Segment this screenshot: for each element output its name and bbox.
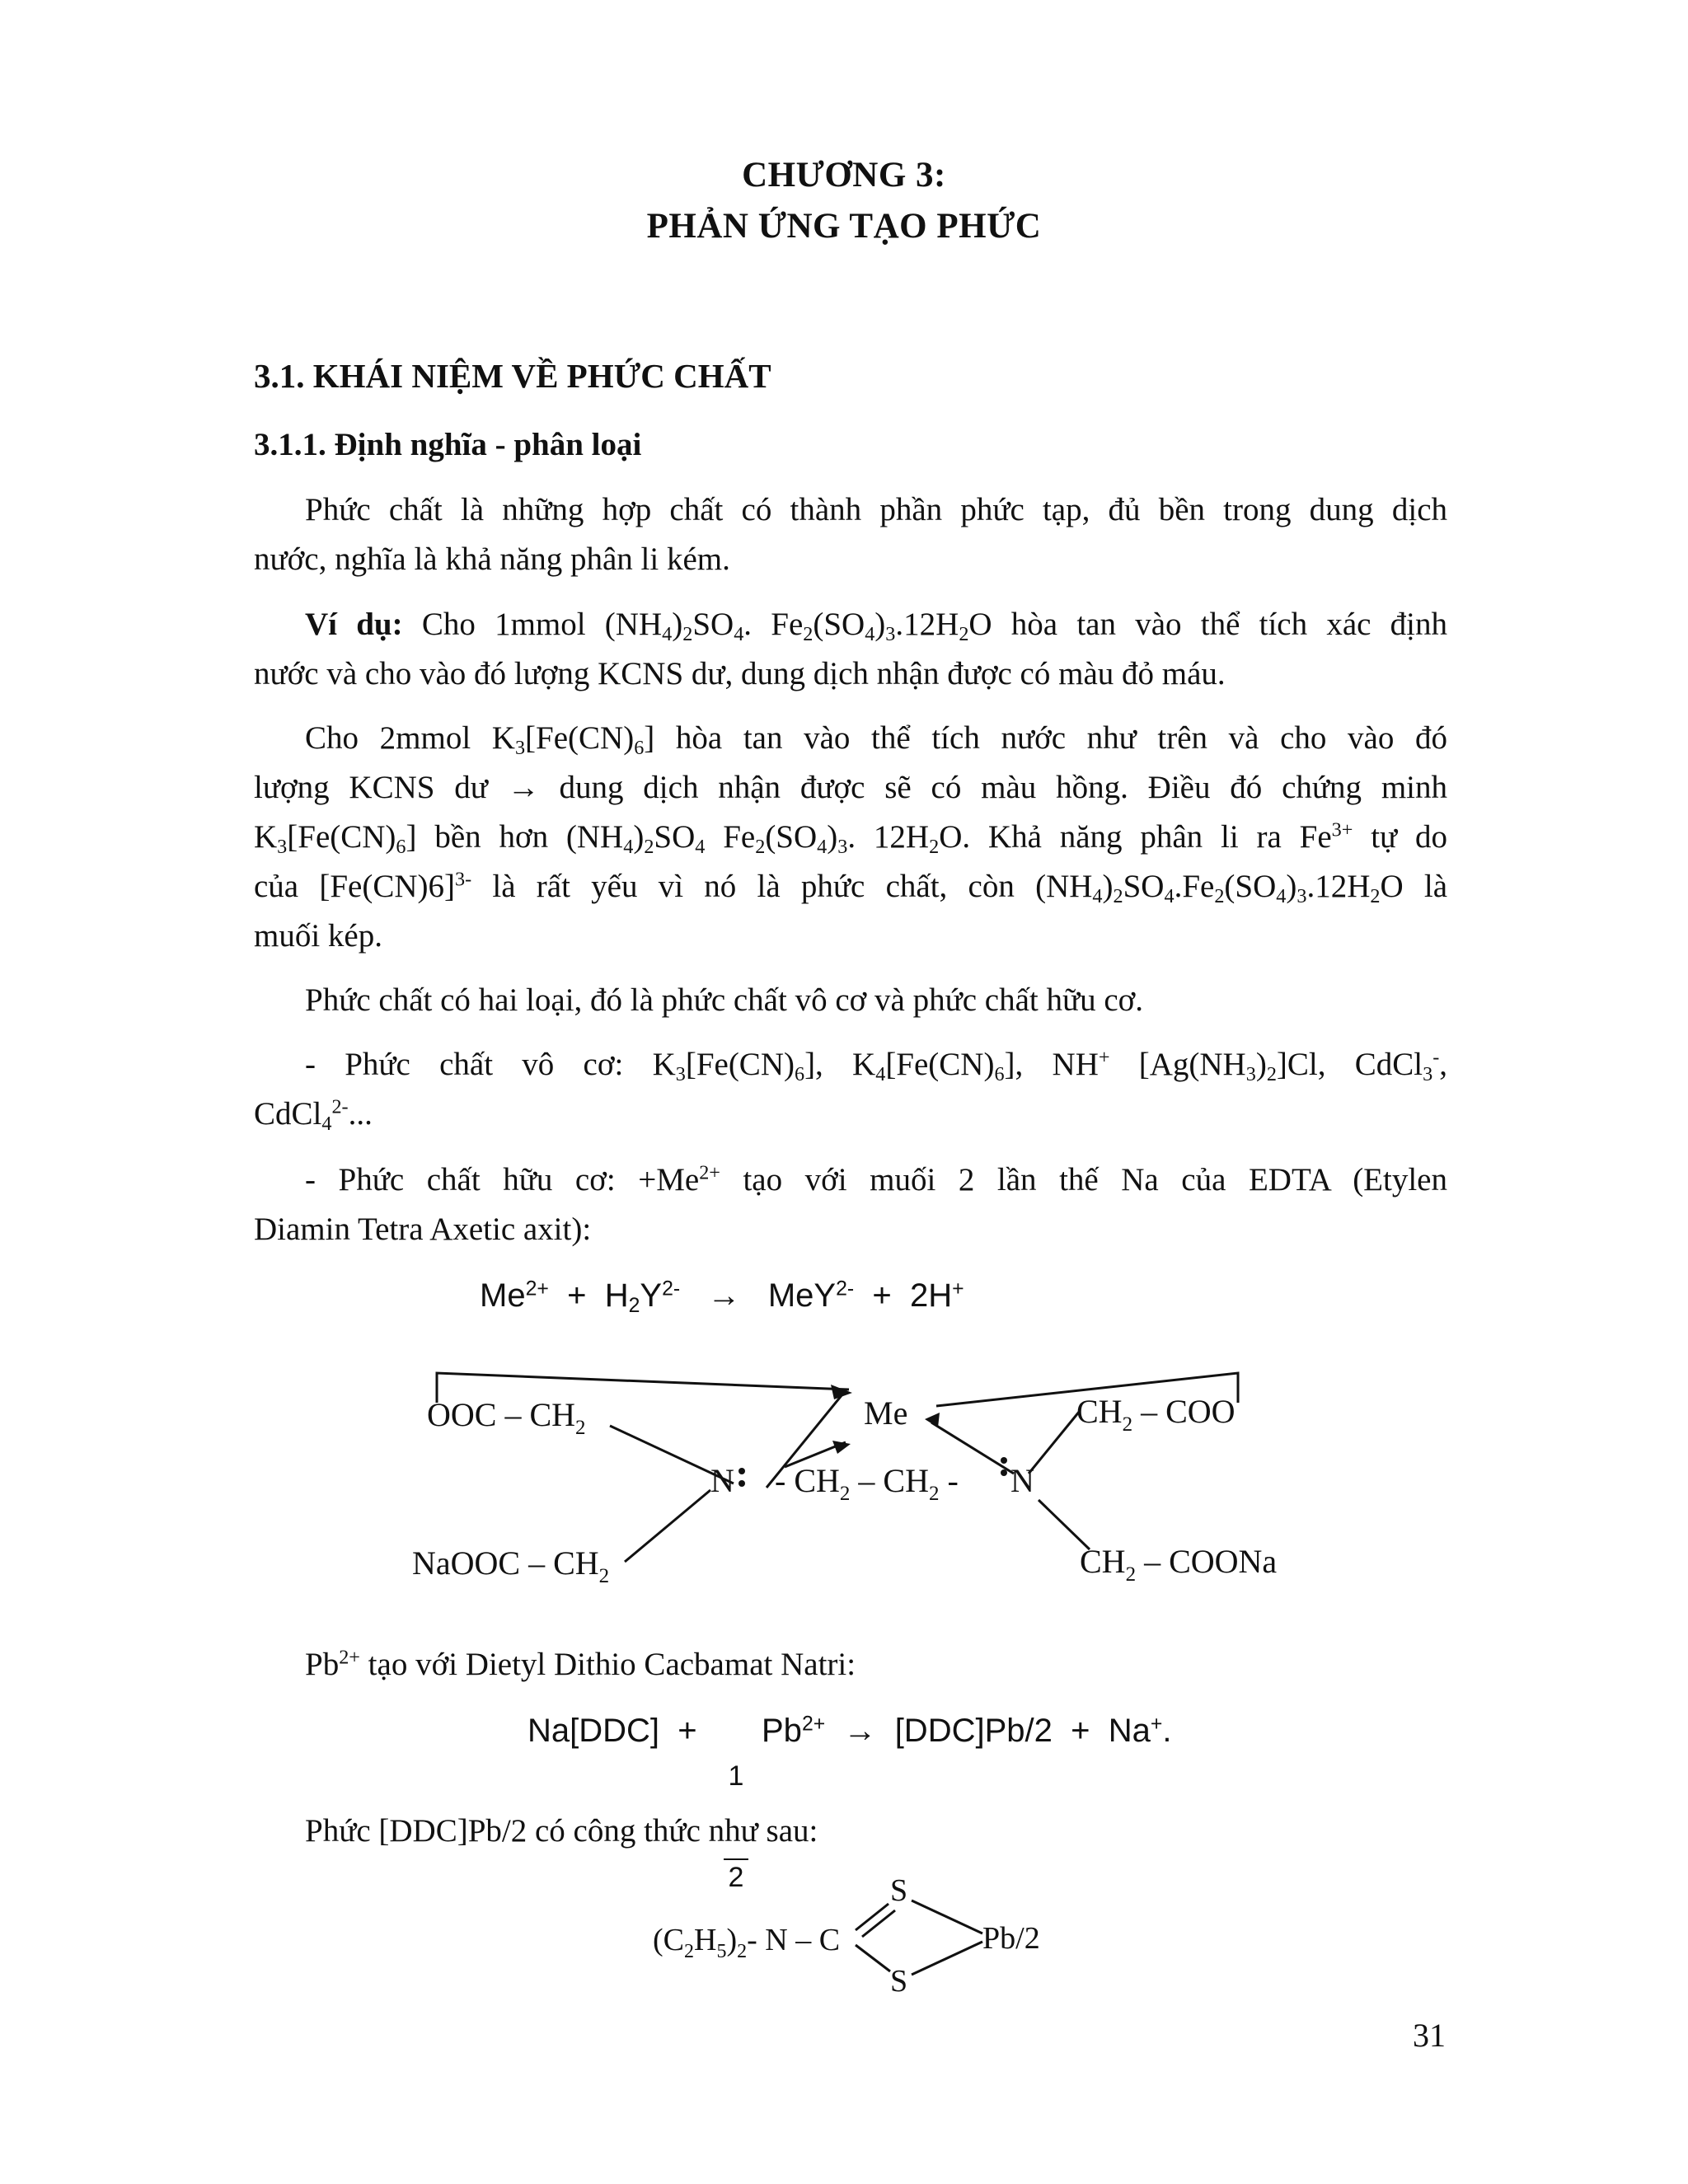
paragraph-line: muối kép. [254, 918, 382, 954]
lone-pair-dot [738, 1468, 745, 1474]
comparison-paragraph [254, 714, 1447, 961]
bridge-label: - $CH_2 - CH_2$ - [775, 1462, 959, 1505]
paragraph-line: nước và cho vào đó lượng KCNS dư, dung dịch nhận được có màu đỏ máu. [254, 656, 1226, 691]
paragraph-line: $K_3[Fe(CN)_6]$ bền hơn $(NH_4)_2SO_4$ $Fe_2(SO_4)_3$. $12H_2O$. Khả năng phân li ra $Fe^{3+}$ tự do [254, 818, 1448, 858]
bond-line [1029, 1411, 1080, 1474]
lone-pair-dot [1001, 1469, 1007, 1476]
paragraph-line: nước, nghĩa là khả năng phân li kém. [254, 541, 730, 577]
paragraph-line: CdCl$_4^{2-}$... [254, 1095, 373, 1135]
inorganic-complex-paragraph [254, 1040, 1447, 1139]
arrowhead [925, 1413, 940, 1427]
example-paragraph [254, 600, 1447, 699]
bond-line [856, 1904, 889, 1930]
ooc-ch2-label: OOC – $CH_2$ [427, 1396, 586, 1439]
lead-paragraph: $Pb^{2+}$ tạo với Dietyl Dithio Cacbamat Natri: [305, 1646, 856, 1682]
ddc-pb-structure [643, 1871, 1071, 1994]
bond-line [912, 1900, 982, 1933]
me-label: Me [864, 1394, 908, 1432]
bond-line [625, 1490, 710, 1562]
fraction: 1 2 [724, 1696, 748, 1958]
lone-pair-dot [738, 1480, 745, 1487]
paragraph-line: Ví dụ: Cho 1mmol $(NH_4)_2SO_4$. $Fe_2(SO_4)_3.12H_2O$ hòa tan vào thể tích xác định [305, 607, 1448, 645]
sulfur-bottom-label: S [890, 1964, 908, 1994]
paragraph-line: - Phức chất hữu cơ: $+Me^{2+}$ tạo với muối 2 lần thế Na của EDTA (Etylen [305, 1161, 1447, 1197]
classification-paragraph: Phức chất có hai loại, đó là phức chất vô cơ và phức chất hữu cơ. [305, 982, 1144, 1018]
example-label: Ví dụ: [305, 607, 403, 642]
definition-paragraph [254, 485, 1447, 584]
arrowhead [832, 1441, 851, 1454]
paragraph-line: - Phức chất vô cơ: $K_3[Fe(CN)_6]$, $K_4[Fe(CN)_6]$, NH+ $[Ag(NH_3)_2]Cl$, CdCl$_3$-, [305, 1046, 1448, 1085]
ch2-coo-label: $CH_2$ – COO [1076, 1393, 1236, 1436]
chapter-title: PHẢN ỨNG TẠO PHỨC [646, 207, 1042, 246]
pb-label: Pb/2 [982, 1921, 1040, 1956]
organic-complex-paragraph [254, 1155, 1447, 1254]
paragraph-line: Cho 2mmol $K_3[Fe(CN)_6]$ hòa tan vào thể tích nước như trên và cho vào đó [305, 720, 1447, 759]
bond-line [862, 1910, 895, 1937]
ddc-equation: Na[DDC] + [528, 1713, 697, 1749]
edta-equation: $Me^{2+} + H_2Y^{2-}$ → MeY$^{2-}$ + 2H+ [480, 1277, 964, 1317]
edta-complex-diagram [404, 1352, 1302, 1599]
paragraph-line: Diamin Tetra Axetic axit): [254, 1212, 592, 1247]
ddc-paragraph: Phức [DDC]Pb/2 có công thức như sau: [305, 1813, 818, 1849]
ethyl-amine-label: $(C_2H_5)_2-$ N – C [653, 1923, 841, 1962]
paragraph-line: lượng KCNS dư → dung dịch nhận được sẽ có màu hồng. Điều đó chứng minh [254, 770, 1447, 805]
lone-pair-dot [1001, 1457, 1007, 1464]
bond-line [912, 1942, 982, 1975]
nitrogen-left-label: N [710, 1462, 734, 1499]
bond-line [1039, 1500, 1090, 1549]
chapter-number: CHƯƠNG 3: [742, 156, 946, 194]
section-heading: 3.1. KHÁI NIỆM VỀ PHỨC CHẤT [254, 357, 771, 395]
nitrogen-right-label: N [1010, 1462, 1034, 1499]
subsection-heading: 3.1.1. Định nghĩa - phân loại [254, 427, 642, 462]
page-number: 31 [1413, 2017, 1446, 2054]
paragraph-line: Phức chất là những hợp chất có thành phần phức tạp, đủ bền trong dung dịch [305, 492, 1447, 527]
ch2-coona-label: $CH_2$ – COONa [1080, 1543, 1278, 1586]
sulfur-top-label: S [890, 1873, 908, 1908]
paragraph-line: của $[Fe(CN)6]^{3-}$ là rất yếu vì nó là phức chất, còn $(NH_4)_2SO_4.Fe_2(SO_4)_3.12H_2O$ là [254, 868, 1448, 907]
bond-line [856, 1945, 890, 1971]
ddc-equation-rest: $Pb^{2+} \to [DDC]Pb/2 + Na^+$. [762, 1713, 1172, 1749]
naooc-ch2-label: NaOOC – $CH_2$ [412, 1544, 610, 1587]
